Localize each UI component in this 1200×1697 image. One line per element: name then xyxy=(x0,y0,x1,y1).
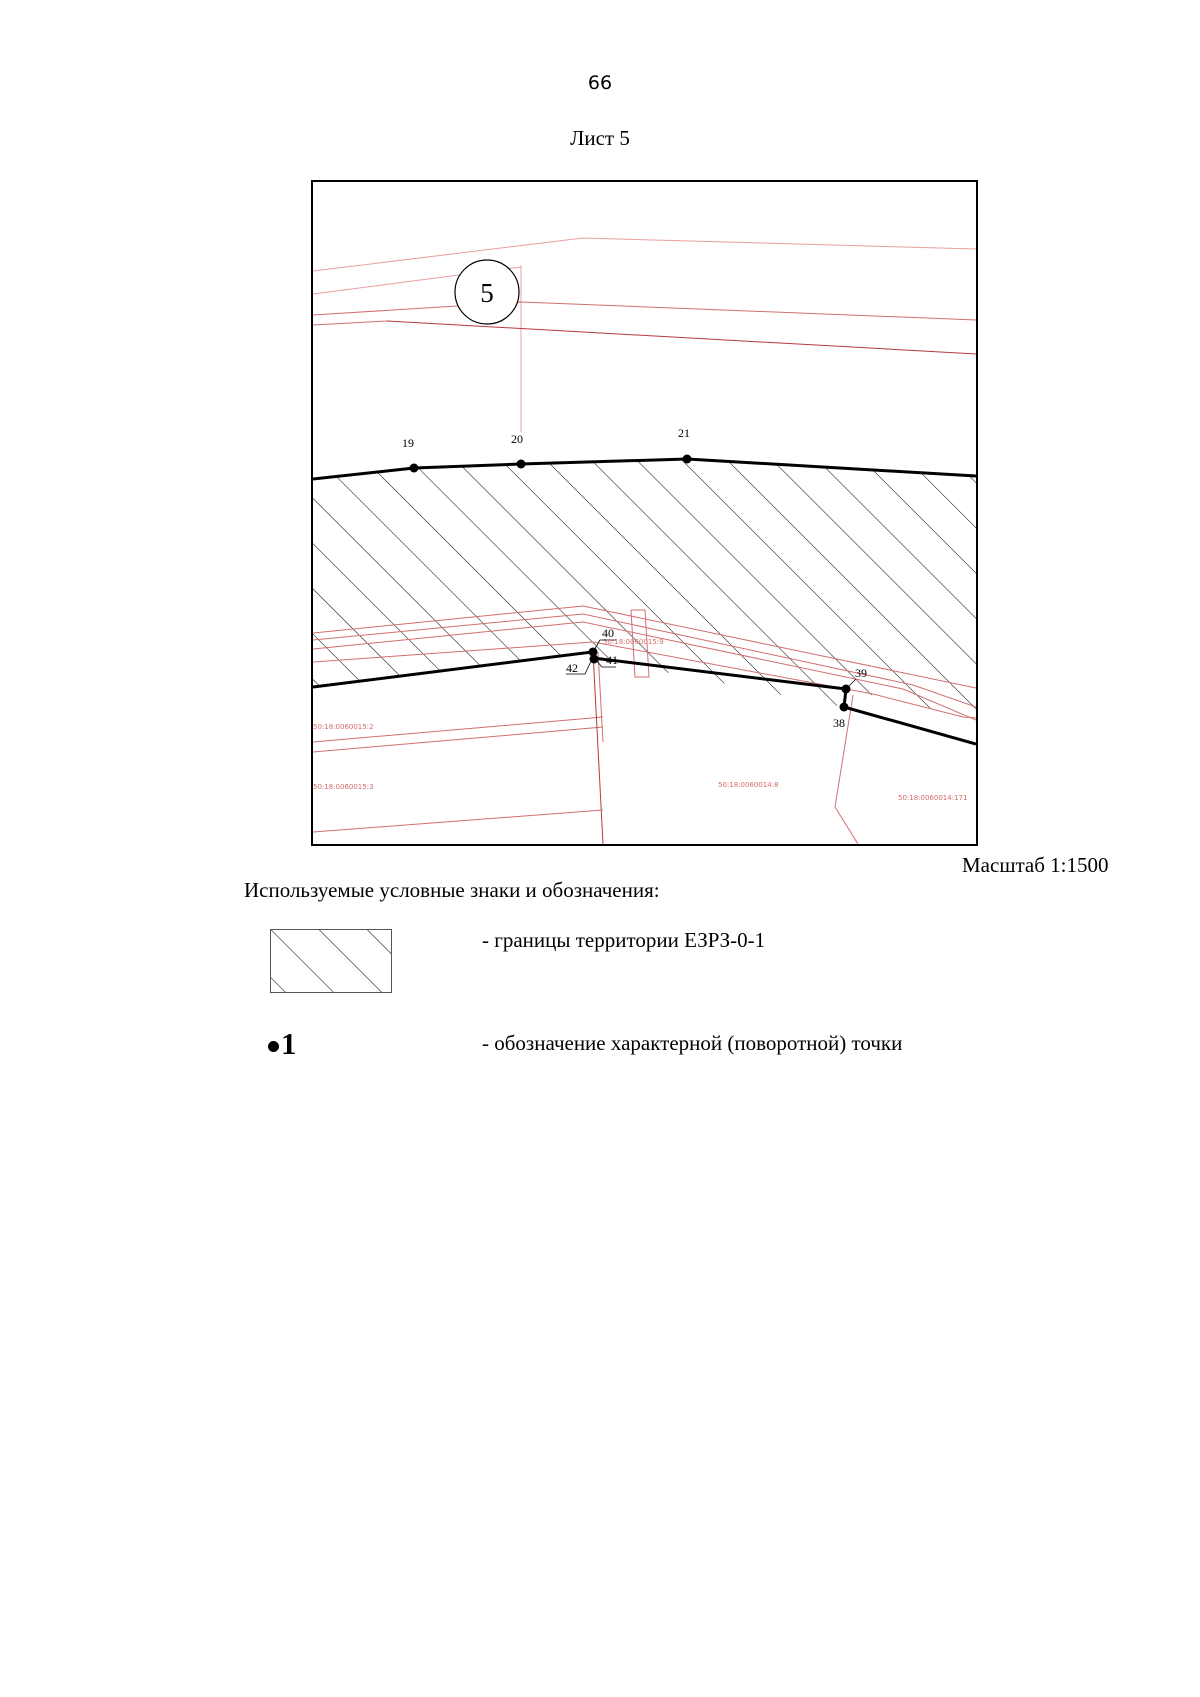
point-label-42: 42 xyxy=(566,661,578,675)
cadastral-label-left-2: 50:18:0060015:3 xyxy=(313,783,374,791)
cadastral-lines-top xyxy=(313,238,976,432)
point-20 xyxy=(517,460,526,469)
point-label-19: 19 xyxy=(402,436,414,450)
point-label-21: 21 xyxy=(678,426,690,440)
cadastral-label-center: 50:18:0060014:8 xyxy=(718,781,779,789)
point-label-39: 39 xyxy=(855,666,867,680)
legend-item-point-text: - обозначение характерной (поворотной) точки xyxy=(482,1031,903,1055)
sheet-title: Лист 5 xyxy=(570,126,630,150)
legend-item-zone-text: - границы территории ЕЗРЗ-0-1 xyxy=(482,928,766,952)
point-38 xyxy=(840,703,849,712)
legend-point-symbol xyxy=(268,1026,297,1062)
point-label-38: 38 xyxy=(833,716,845,730)
zone-hatch xyxy=(313,459,976,720)
map-scale: Масштаб 1:1500 xyxy=(962,853,1109,877)
cadastral-label-left-1: 50:18:0060015:2 xyxy=(313,723,374,731)
map-canvas xyxy=(313,182,976,844)
legend-heading: Используемые условные знаки и обозначения: xyxy=(244,878,660,902)
legend-point-number: 1 xyxy=(281,1026,297,1061)
point-21 xyxy=(683,455,692,464)
point-label-40: 40 xyxy=(602,626,614,640)
cadastral-label-right: 50:18:0060014:171 xyxy=(898,794,968,802)
page-number: 66 xyxy=(587,72,613,94)
legend-hatch-swatch xyxy=(270,929,392,993)
point-label-20: 20 xyxy=(511,432,523,446)
sheet-circle-label: 5 xyxy=(480,278,494,308)
sheet-number-circle xyxy=(455,260,519,324)
map-frame xyxy=(311,180,978,846)
cadastral-label-upper: 50:18:0060015:9 xyxy=(603,638,664,646)
point-label-41: 41 xyxy=(606,653,618,667)
point-19 xyxy=(410,464,419,473)
point-dot-icon xyxy=(268,1041,279,1052)
